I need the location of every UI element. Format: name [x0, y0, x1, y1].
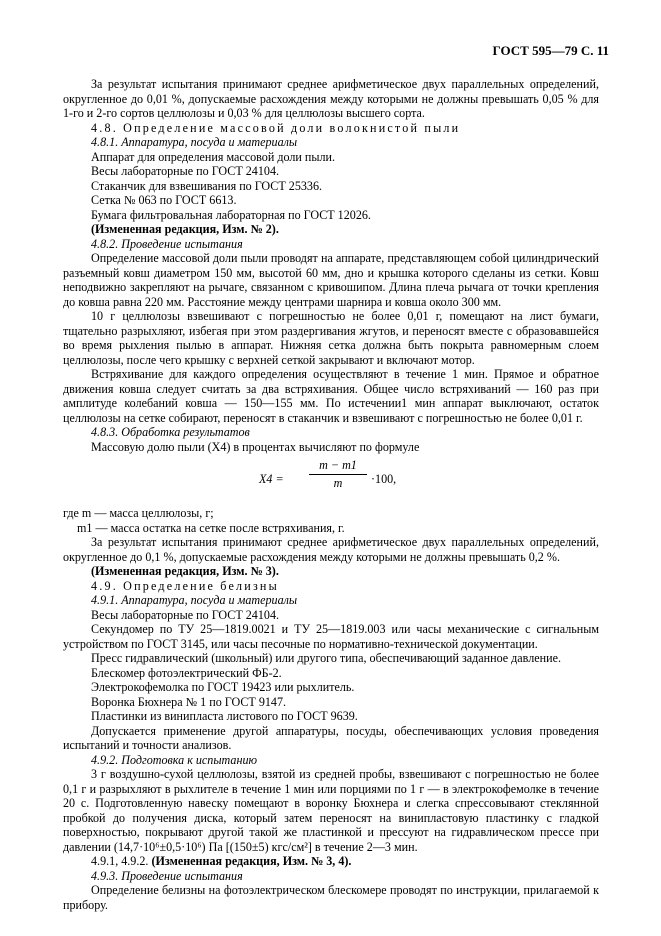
formula-multiplier: ·100,	[371, 472, 397, 486]
amendment-clauses: 4.9.1, 4.9.2.	[91, 854, 149, 868]
formula-fraction	[309, 458, 367, 490]
paragraph: Бумага фильтровальная лабораторная по ГОСТ 12026.	[91, 207, 371, 222]
paragraph: За результат испытания принимают среднее арифметическое двух параллельных определений, округленное до 0,1 %, допускаемые расхождения между которыми не должны превышать 0,2 %.	[63, 535, 599, 564]
paragraph: Блескомер фотоэлектрический ФБ-2.	[91, 665, 282, 680]
paragraph: Встряхивание для каждого определения осуществляют в течение 1 мин. Прямое и обратное движения ковша следует считать за два встряхивания. Общее число встряхиваний — 160 раз при амплитуде колебаний ковша — 150—155 мм. По истечении1 мин аппарат выключают, остаток целлюлозы на сетке собирают, переносят в стаканчик и взвешивают с погрешностью не более 0,01 г.	[63, 367, 599, 425]
paragraph: Массовую долю пыли (X4) в процентах вычисляют по формуле	[91, 439, 420, 454]
amendment-note: (Измененная редакция, Изм. № 3, 4).	[151, 854, 352, 868]
subsection-heading-4-8-2: 4.8.2. Проведение испытания	[91, 236, 243, 251]
amendment-line	[63, 854, 599, 869]
paragraph: Секундомер по ТУ 25—1819.0021 и ТУ 25—1819.003 или часы механические с сигнальным устройством по ГОСТ 3145, или часы песочные по нормативно-технической документации.	[63, 622, 599, 651]
paragraph: Электрокофемолка по ГОСТ 19423 или рыхлитель.	[91, 680, 355, 694]
formula-numerator: m − m1	[309, 458, 367, 475]
subsection-heading-4-9-3: 4.9.3. Проведение испытания	[91, 868, 243, 883]
paragraph: Допускается применение другой аппаратуры, посуды, обеспечивающих условия проведения испытаний и точности анализов.	[63, 723, 599, 752]
formula-definition: где m — масса целлюлозы, г;	[63, 506, 214, 520]
paragraph: Сетка № 063 по ГОСТ 6613.	[91, 193, 237, 207]
amendment-note: (Измененная редакция, Изм. № 3).	[91, 564, 279, 578]
formula-definition: m1 — масса остатка на сетке после встряхивания, г.	[77, 520, 345, 535]
formula	[63, 454, 599, 506]
paragraph: 10 г целлюлозы взвешивают с погрешностью не более 0,01 г, помещают на лист бумаги, тщательно разрыхляют, избегая при этом раздергивания жгутов, и переносят вместе с образовавшейся во время рыхления пылью в аппарат. Нижняя сетка должна быть покрыта равномерным слоем целлюлозы, после чего крышку с верхней сеткой закрывают и включают мотор.	[63, 309, 599, 367]
paragraph: Определение белизны на фотоэлектрическом блескомере проводят по инструкции, прилагаемой к прибору.	[63, 883, 599, 912]
paragraph: Весы лабораторные по ГОСТ 24104.	[91, 607, 280, 622]
paragraph: Весы лабораторные по ГОСТ 24104.	[91, 164, 280, 178]
formula-denominator: m	[333, 475, 343, 490]
subsection-heading-4-8-3: 4.8.3. Обработка результатов	[91, 425, 250, 439]
amendment-note: (Измененная редакция, Изм. № 2).	[91, 222, 279, 236]
paragraph: Пресс гидравлический (школьный) или другого типа, обеспечивающий заданное давление.	[91, 651, 561, 665]
subsection-heading-4-9-2: 4.9.2. Подготовка к испытанию	[91, 752, 258, 767]
subsection-heading-4-8-1: 4.8.1. Аппаратура, посуда и материалы	[91, 135, 298, 149]
paragraph: За результат испытания принимают среднее арифметическое двух параллельных определений, округленное до 0,01 %, допускаемые расхождения между которыми не должны превышать 0,05 % для 1-го и 2-го сортов целлюлозы и 0,03 % для целлюлозы высшего сорта.	[63, 77, 599, 120]
subsection-heading-4-9-1: 4.9.1. Аппаратура, посуда и материалы	[91, 593, 298, 607]
section-heading-4-9: 4.9. Определение белизны	[91, 578, 279, 593]
section-heading-4-8: 4.8. Определение массовой доли волокнистой пыли	[91, 120, 461, 135]
page-header: ГОСТ 595—79 С. 11	[492, 43, 609, 58]
paragraph: Воронка Бюхнера № 1 по ГОСТ 9147.	[91, 694, 287, 709]
paragraph: 3 г воздушно-сухой целлюлозы, взятой из средней пробы, взвешивают с погрешностью не более 0,1 г и разрыхляют в рыхлителе в течение 1 мин или порциями по 1 г — в электрокофемолке в течение 20 с. Подготовленную навеску помещают в воронку Бюхнера и слегка спрессовывают стеклянной пробкой до получения диска, который затем переносят на винипластовую пластинку с гладкой поверхностью, покрывают другой такой же пластинкой и прессуют на гидравлическом прессе при давлении (14,7·10⁶±0,5·10⁶) Па [(150±5) кгс/см²] в течение 2—3 мин.	[63, 767, 599, 854]
page-content	[63, 77, 599, 912]
paragraph: Стаканчик для взвешивания по ГОСТ 25336.	[91, 178, 323, 193]
formula-lhs: X4 =	[259, 472, 284, 486]
paragraph: Определение массовой доли пыли проводят на аппарате, представляющем собой цилиндрический разъемный ковш диаметром 150 мм, высотой 60 мм, дно и крышка которого сделаны из сетки. Ковш неподвижно закрепляют на рычаге, связанном с кривошипом. Длина плеча рычага от точки крепления до ковша равна 220 мм. Расстояние между центрами шарнира и ковша около 300 мм.	[63, 251, 599, 309]
paragraph: Аппарат для определения массовой доли пыли.	[91, 149, 336, 164]
paragraph: Пластинки из винипласта листового по ГОСТ 9639.	[91, 709, 358, 723]
